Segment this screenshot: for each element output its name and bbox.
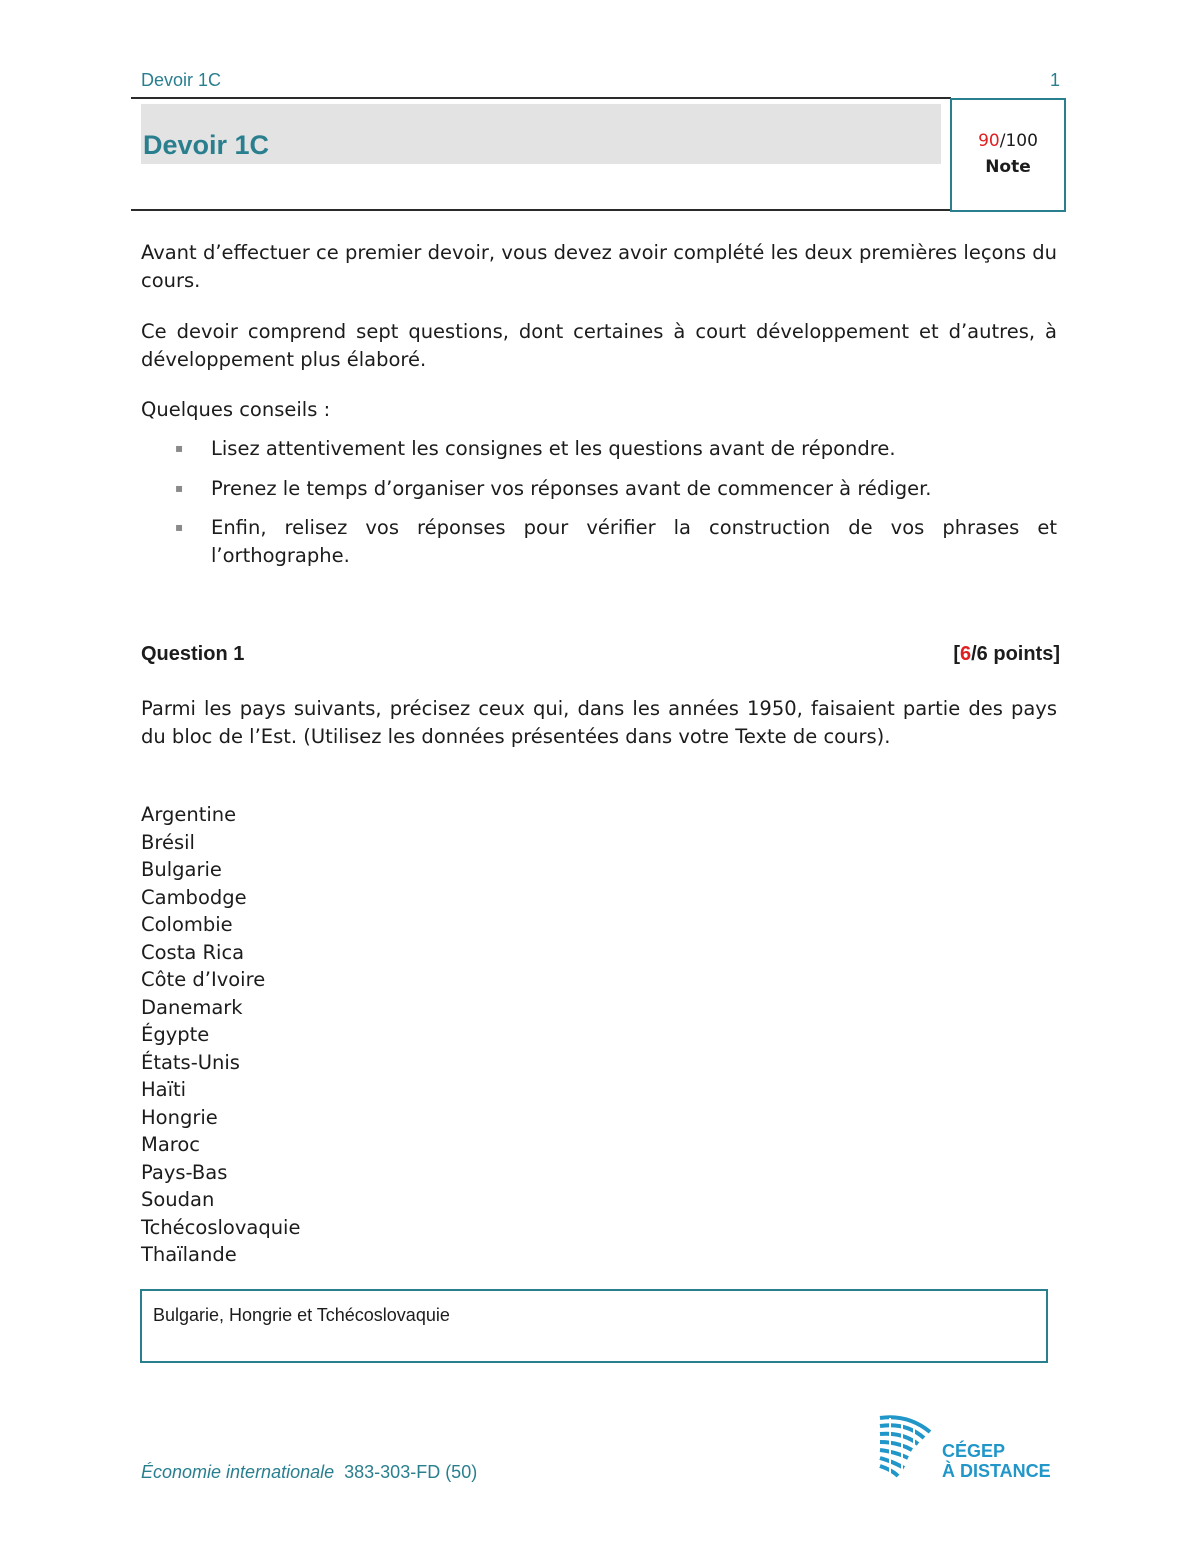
tip-item	[175, 435, 1057, 463]
grade-total: /100	[999, 131, 1038, 151]
tip-item	[175, 514, 1057, 569]
question-title: Question 1	[141, 643, 245, 665]
list-item: Tchécoslovaquie	[141, 1215, 301, 1239]
tip-text: Enfin, relisez vos réponses pour vérifier la construction de vos phrases et l’orthographe.	[211, 516, 1057, 567]
logo-line-1: CÉGEP	[942, 1441, 1006, 1461]
grade-score	[952, 131, 1064, 151]
question-text: Parmi les pays suivants, précisez ceux qui, dans les années 1950, faisaient partie des pays du bloc de l’Est. (Utilisez les données présentées dans votre Texte de cours).	[141, 697, 1057, 748]
square-bullet-icon: ▪	[175, 441, 184, 455]
list-item: Maroc	[141, 1133, 201, 1156]
list-item: Argentine	[141, 803, 237, 826]
answer-text: Bulgarie, Hongrie et Tchécoslovaquie	[153, 1305, 450, 1325]
country-list	[141, 801, 300, 1269]
square-bullet-icon: ▪	[175, 520, 184, 534]
list-item: Soudan	[141, 1188, 215, 1211]
list-item: Pays-Bas	[141, 1160, 228, 1184]
list-item: Costa Rica	[141, 940, 245, 964]
square-bullet-icon: ▪	[175, 481, 184, 495]
list-item: Colombie	[141, 913, 233, 936]
list-item: Thaïlande	[141, 1243, 237, 1266]
list-item: Hongrie	[141, 1105, 218, 1129]
answer-field[interactable]	[140, 1289, 1048, 1363]
list-item: Bulgarie	[141, 858, 222, 881]
running-head: Devoir 1C	[141, 70, 222, 90]
grade-earned: 90	[978, 131, 1000, 151]
header-rule-top	[131, 97, 951, 99]
list-item: États-Unis	[141, 1050, 240, 1074]
intro-paragraph-1: Avant d’effectuer ce premier devoir, vous devez avoir complété les deux premières leçons du cours.	[141, 241, 1057, 292]
list-item: Égypte	[141, 1023, 210, 1046]
list-item: Danemark	[141, 995, 243, 1019]
points-earned: 6	[959, 643, 972, 665]
list-item: Côte d’Ivoire	[141, 968, 266, 991]
tip-text: Lisez attentivement les consignes et les questions avant de répondre.	[211, 437, 896, 460]
grade-label: Note	[985, 157, 1031, 177]
tips-heading: Quelques conseils :	[141, 398, 331, 421]
cegep-logo	[878, 1412, 1058, 1482]
grade-box	[950, 98, 1066, 212]
tip-item	[175, 475, 1057, 503]
list-item: Cambodge	[141, 885, 247, 909]
intro-paragraph-2: Ce devoir comprend sept questions, dont certaines à court développement et d’autres, à développement plus élaboré.	[141, 320, 1057, 371]
points-total: /6 points]	[971, 643, 1060, 665]
question-points	[860, 643, 1060, 666]
header-rule-bottom	[131, 209, 951, 211]
page-number: 1	[1049, 70, 1060, 90]
footer	[141, 1462, 477, 1483]
page-title: Devoir 1C	[143, 130, 270, 160]
points-open: [	[953, 643, 960, 665]
footer-course: Économie internationale	[141, 1462, 335, 1482]
list-item: Haïti	[141, 1078, 187, 1101]
cegep-logo-icon	[878, 1412, 938, 1482]
footer-code: 383-303-FD (50)	[344, 1462, 478, 1482]
logo-line-2: À DISTANCE	[942, 1461, 1051, 1481]
tip-text: Prenez le temps d’organiser vos réponses avant de commencer à rédiger.	[211, 477, 932, 500]
list-item: Brésil	[141, 830, 195, 854]
logo-text	[942, 1441, 1051, 1481]
